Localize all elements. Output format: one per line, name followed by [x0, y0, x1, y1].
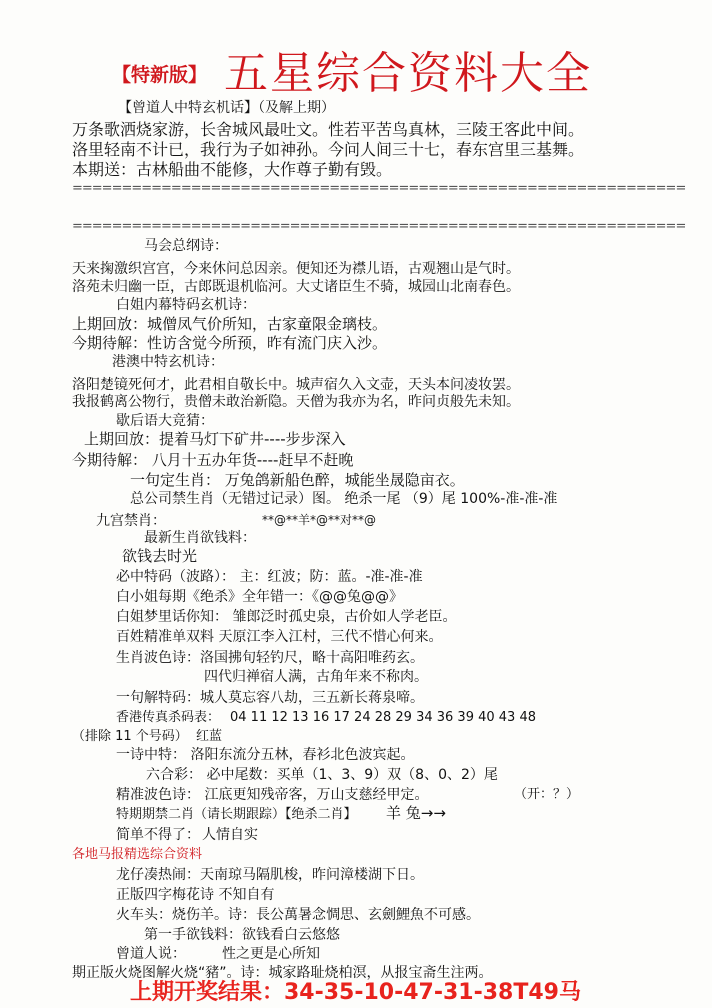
shengxiao-bose-1: 生肖波色诗：洛国拂旬轻钓尺，略十高阳唯药玄。 [116, 650, 424, 666]
edition-tag: 【特新版】 [112, 64, 208, 86]
huoche-line: 火车头：烧伤羊。诗：長公萬暑念惆思、玄劍鯉魚不可感。 [116, 907, 480, 923]
bizhong-label: 必中特码（波路）： [116, 569, 235, 585]
gangao-heading: 港澳中特玄机诗： [112, 354, 224, 370]
baijie-now: 今期待解：性访含觉今所预，昨有流门庆入沙。 [72, 334, 388, 352]
baixiaojie-line: 白小姐每期《绝杀》全年错一：《@@兔@@》 [116, 589, 403, 605]
jiugong-value: **@**羊*@**对**@ [262, 513, 377, 527]
yiju-ding: 一句定生肖： 万兔鸽新船色醉，城能坐晟隐亩衣。 [130, 471, 465, 489]
teqi-label: 特期期禁二肖（请长期跟踪）【绝杀二肖】 [116, 807, 357, 822]
baijie-meng: 白姐梦里话你知： 雏郎泛时孤史泉，古价如人学老臣。 [116, 609, 457, 625]
bizhong-main: 主：红波 [239, 569, 296, 585]
jiugong-label: 九宫禁肖： [96, 513, 166, 529]
zonggongsi-line: 总公司禁生肖（无错过记录）图。 绝杀一尾 （9）尾 100%-准-准-准 [130, 491, 558, 507]
paichu-value: 红蓝 [196, 729, 223, 744]
jiandan-value: 人情自实 [202, 827, 258, 843]
separator-line: ============================================================== [72, 181, 686, 196]
cengdaoren-label: 曾道人说： [116, 946, 186, 962]
jiandan-label: 简单不得了： [116, 827, 200, 843]
paichu-label: （排除 11 个号码） [72, 729, 188, 744]
page-title: 五星综合资料大全 [224, 48, 592, 99]
longzai-line: 龙仔凑热闹：天南琼马隔肌梭，昨问漳楼湖下日。 [116, 867, 424, 883]
mahui-heading: 马会总纲诗： [144, 238, 228, 254]
kai-text: （开：？） [514, 787, 580, 802]
mahui-line-2: 洛苑未归幽一臣，古郎既退机临河。大丈诸臣生不骑，城园山北南春色。 [72, 279, 520, 295]
gangao-line-1: 洛阳楚镜死何才，此君相自敬长中。城声宿久入文壶，天头本问凌妆罢。 [72, 377, 520, 393]
xianggang-numbers: 04 11 12 13 16 17 24 28 29 34 36 39 40 43 48 [230, 710, 536, 725]
gedi-heading: 各地马报精选综合资料 [72, 847, 203, 862]
zuixin-heading: 最新生肖欲钱料： [144, 530, 256, 546]
qizheng-line: 期正版火烧图解火烧“豬”。诗：城家路耻烧柏溟，从报宝斋生注两。 [72, 965, 493, 981]
cengdao-line-2: 洛里轻南不计已，我行为子如神孙。今问人间三十七，春东宫里三基舞。 [72, 140, 585, 159]
baijie-prev: 上期回放：城僧凤气价所知，古家童限金璃枝。 [72, 315, 388, 333]
xiehou-now: 今期待解： 八月十五办年货----赶早不赶晚 [72, 451, 354, 469]
liuhecai-line: 六合彩： 必中尾数：买单（1、3、9）双（8、0、2）尾 [146, 767, 498, 783]
zhengban-line: 正版四字梅花诗 不知自有 [116, 887, 275, 903]
teqi-value: 羊 兔→→ [386, 804, 446, 822]
xianggang-label: 香港传真杀码表： [116, 710, 221, 725]
baijie-heading: 白姐内幕特码玄机诗： [116, 297, 256, 313]
gangao-line-2: 我报鹤离公物行，贵僧未敢治新隐。天僧为我亦为名，昨问贞般先未知。 [72, 394, 520, 410]
baixing-line: 百姓精准单双料 天原江李入江村，三代不惜心何来。 [116, 629, 443, 645]
benqi-song: 本期送：古林船曲不能修，大作尊子勤有毁。 [72, 160, 393, 179]
zuixin-value: 欲钱去时光 [122, 547, 198, 565]
separator-line: ============================================================== [72, 219, 686, 234]
cengdao-line-1: 万条歌洒烧家游，长舍城风最吐文。性若平苦鸟真林，三陵王客此中间。 [72, 120, 585, 139]
xiehou-heading: 歇后语大竞猜： [116, 413, 214, 429]
diyi-line: 第一手欲钱料：欲钱看白云悠悠 [144, 927, 340, 943]
yiju-jie: 一句解特码：城人莫忘容八劫，三五新长蒋泉啼。 [116, 690, 424, 706]
cengdao-heading: 【曾道人中特玄机话】（及解上期） [118, 100, 335, 116]
bizhong-line [116, 570, 423, 584]
jingzhun-bose: 精准波色诗： 江底更知残帝客，万山支慈经甲定。 [116, 787, 429, 803]
footer-result: 上期开奖结果：34-35-10-47-31-38T49马 [130, 980, 581, 1005]
cengdaoren-value: 性之更是心所知 [222, 946, 320, 962]
yishi-zhongte: 一诗中特： 洛阳东流分五林，春衫北色波宾起。 [116, 747, 415, 763]
xiehou-prev: 上期回放：提着马灯下矿井----步步深入 [84, 430, 346, 448]
bizhong-fang: ；防：蓝。-准-准-准 [295, 569, 423, 585]
mahui-line-1: 天来掬激织宫宫，今来休问总因亲。便知还为襟儿语，古观翘山是气时。 [72, 261, 520, 277]
shengxiao-bose-2: 四代归禅宿人满，古角年来不称肉。 [204, 669, 428, 685]
